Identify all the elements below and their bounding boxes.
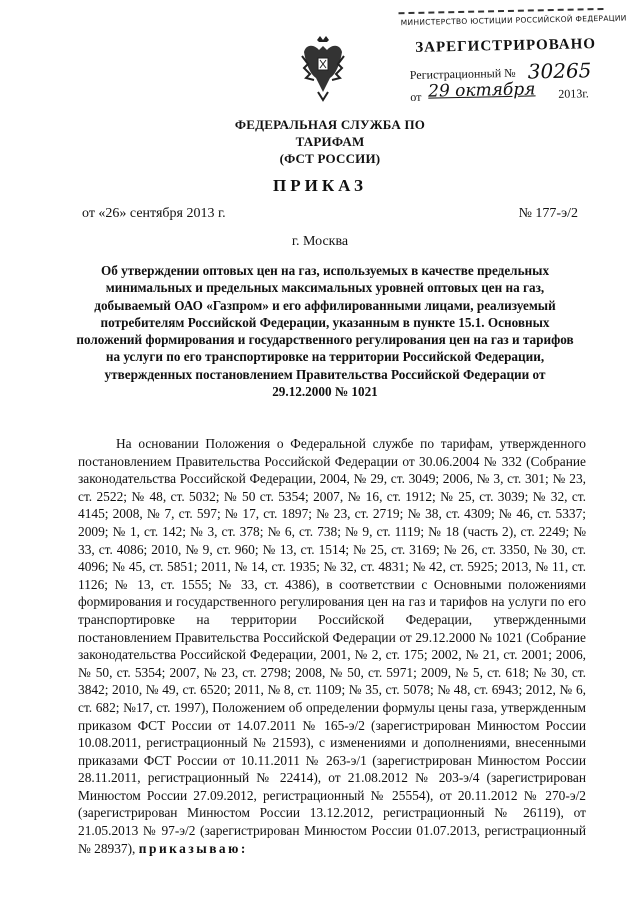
- order-title: ПРИКАЗ: [273, 176, 367, 195]
- stamp-registered: ЗАРЕГИСТРИРОВАНО: [415, 36, 597, 56]
- body-paragraph-text: На основании Положения о Федеральной службе по тарифам, утвержденного постановлением Правительства Российской Федерации от 30.06.2004 № 332 (Собрание законодательства Российской Федерации, 2004, № 29, ст. 3049; 2006, № 3, ст. 301; № 23, ст. 2522; № 48, ст. 5032; № 50 ст. 5354; 2007, № 16, ст. 1912; № 25, ст. 3039; № 32, ст. 4145; 2008, № 7, ст. 597; № 17, ст. 1897; № 23, ст. 2719; № 38, ст. 4309; № 46, ст. 5337; 2009; № 1, ст. 142; № 3, ст. 378; № 6, ст. 738; № 9, ст. 1119; № 18 (часть 2), ст. 2249; № 33, ст. 4086; 2010, № 9, ст. 960; № 13, ст. 1514; № 25, ст. 3169; № 26, ст. 3350, № 30, ст. 4096; № 45, ст. 5851; 2011, № 14, ст. 1935; № 32, ст. 4831; № 42, ст. 5925; 2013, № 11, ст. 1126; № 13, ст. 1555; № 33, ст. 4386), в соответствии с Основными положениями формирования и государственного регулирования цен на газ и тарифов на услуги по его транспортировке на территории Российской Федерации, утвержденными постановлением Правительства Российской Федерации от 29.12.2000 № 1021 (Собрание законодательства Российской Федерации, 2001, № 2, ст. 175; 2002, № 21, ст. 2001; 2006, № 50, ст. 5354; 2007, № 23, ст. 2798; 2008, № 50, ст. 5971; 2009, № 5, ст. 618; № 30, ст. 3842; 2010, № 49, ст. 6520; 2011, № 8, ст. 1109; № 35, ст. 5078; № 48, ст. 6943; 2012, № 6, ст. 682; №17, ст. 1997), Положением об определении формулы цены газа, утвержденным приказом ФСТ России от 14.07.2011 № 165-э/2 (зарегистрирован Минюстом России 10.08.2011, регистрационный № 21593), с изменениями и дополнениями, внесенными приказами ФСТ России от 10.11.2011 № 263-э/1 (зарегистрирован Минюстом России 28.11.2011, регистрационный № 22414), от 21.08.2012 № 203-э/4 (зарегистрирован Минюстом России 27.09.2012, регистрационный № 25554), от 20.11.2012 № 270-э/2 (зарегистрирован Минюстом России 13.12.2012, регистрационный № 26119), от 21.05.2013 № 97-э/2 (зарегистрирован Минюстом России 01.07.2013, регистрационный № 28937),: [78, 436, 586, 856]
- stamp-handwritten-date: 29 октября: [427, 79, 536, 102]
- body-paragraph: [78, 435, 586, 857]
- order-number: № 177-э/2: [518, 206, 578, 221]
- agency-name-line2: (ФСТ РОССИИ): [279, 151, 381, 166]
- stamp-ministry: МИНИСТЕРСТВО ЮСТИЦИИ РОССИЙСКОЙ ФЕДЕРАЦИИ: [400, 13, 627, 28]
- stamp-reg-label: Регистрационный №: [409, 65, 516, 83]
- body-closing: приказываю:: [138, 840, 248, 856]
- stamp-year: 2013г.: [558, 86, 589, 101]
- stamp-reg-number: 30265: [527, 58, 592, 84]
- agency-name-line1: ФЕДЕРАЛЬНАЯ СЛУЖБА ПО ТАРИФАМ: [234, 117, 426, 149]
- stamp-date-label: от: [410, 89, 422, 105]
- registration-stamp: [398, 6, 627, 160]
- order-city: г. Москва: [291, 234, 349, 249]
- coat-of-arms-emblem: [300, 34, 346, 102]
- order-subject: Об утверждении оптовых цен на газ, используемых в качестве предельных минимальных и предельных максимальных уровней оптовых цен на газ, добываемый ОАО «Газпром» и его аффилированными лицами, реализуемый потребителям Российской Федерации, указанным в пункте 15.1. Основных положений формирования и государственного регулирования цен на газ и тарифов на услуги по его транспортировке на территории Российской Федерации, утвержденных постановлением Правительства Российской Федерации от 29.12.2000 № 1021: [76, 263, 574, 400]
- order-date: от «26» сентября 2013 г.: [82, 206, 226, 221]
